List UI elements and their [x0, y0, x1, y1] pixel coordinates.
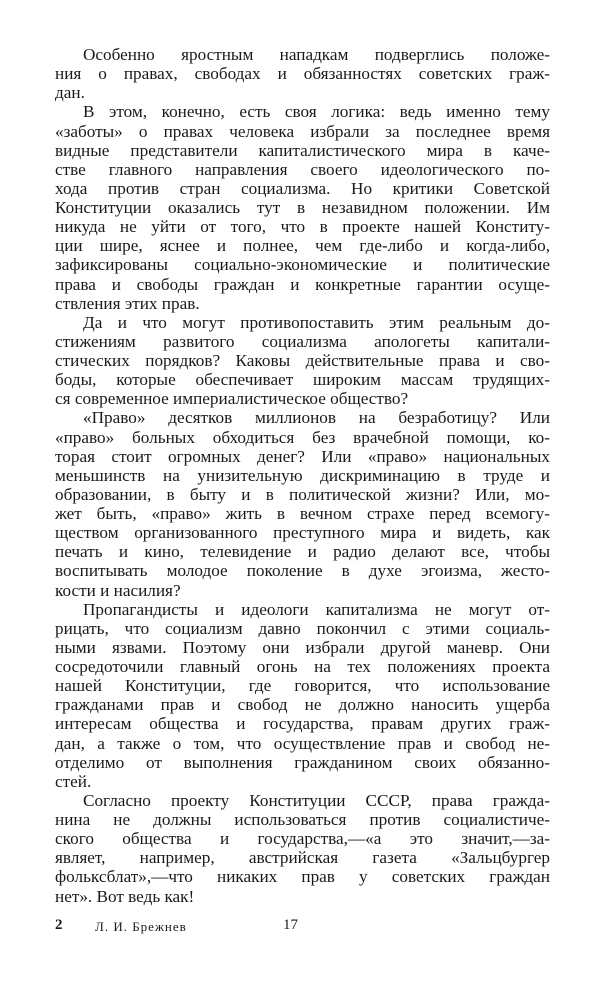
paragraph	[55, 408, 550, 599]
signature-mark: 2	[55, 917, 63, 933]
text-line: дан, а также о том, что осуществление прав и свобод не-	[55, 733, 550, 753]
text-line: отделимо от выполнения гражданином своих обязанно-	[55, 752, 550, 772]
text-line: стве главного направления своего идеологического по-	[55, 159, 550, 179]
text-line: дан.	[55, 83, 85, 103]
paragraph	[55, 45, 550, 102]
text-line: являет, например, австрийская газета «Зальцбургер	[55, 848, 550, 868]
text-line: жет быть, «право» жить в вечном страхе перед всемогу-	[55, 504, 550, 523]
text-line: ского общества и государства,—«а это значит,—за-	[55, 829, 550, 849]
text-line: печать и кино, телевидение и радио делают все, чтобы	[55, 542, 550, 562]
text-line: ществом организованного преступного мира и видеть, как	[55, 523, 550, 543]
text-line: гражданами прав и свобод не должно наносить ущерба	[55, 695, 550, 715]
text-line: никуда не уйти от того, что в проекте нашей Конститу-	[55, 217, 550, 237]
text-line: воспитывать молодое поколение в духе эгоизма, жесто-	[55, 561, 550, 581]
text-line: Конституции оказались тут в незавидном положении. Им	[55, 198, 550, 217]
text-line: меньшинств на унизительную дискриминацию в труде и	[55, 465, 550, 485]
text-line: ными язвами. Поэтому они избрали другой маневр. Они	[55, 637, 550, 657]
text-line: фольксблат»,—что никаких прав у советских граждан	[55, 867, 550, 887]
text-line: видные представители капиталистического мира в каче-	[55, 140, 550, 160]
text-line: «Право» десятков миллионов на безработицу? Или	[83, 408, 550, 428]
text-line: сосредоточили главный огонь на тех положениях проекта	[55, 657, 550, 676]
paragraph	[55, 791, 550, 906]
text-line: «заботы» о правах человека избрали за последнее время	[55, 121, 550, 141]
text-line: ния о правах, свободах и обязанностях советских граж-	[55, 64, 550, 84]
text-line: нет». Вот ведь как!	[55, 886, 195, 906]
text-line: рицать, что социализм давно покончил с этими социаль-	[55, 618, 550, 638]
text-line: ствления этих прав.	[55, 293, 200, 313]
text-line: хода против стран социализма. Но критики Советской	[55, 178, 550, 198]
text-line: права и свободы граждан и конкретные гарантии осуще-	[55, 274, 550, 294]
running-author: Л. И. Брежнев	[95, 919, 187, 934]
text-line: Особенно яростным нападкам подверглись положе-	[83, 45, 550, 64]
text-line: нашей Конституции, где говорится, что использование	[55, 676, 550, 696]
page-footer	[55, 917, 550, 937]
text-line: Да и что могут противопоставить этим реальным до-	[83, 312, 550, 332]
page-number: 17	[283, 917, 298, 933]
text-line: нина не должны использоваться против социалистиче-	[55, 810, 550, 829]
text-line: образовании, в быту и в политической жизни? Или, мо-	[55, 484, 550, 504]
text-line: торая стоит огромных денег? Или «право» национальных	[55, 446, 550, 466]
text-line: стижениям развитого социализма апологеты капитали-	[55, 331, 550, 351]
text-line: ции шире, яснее и полнее, чем где-либо и когда-либо,	[55, 236, 550, 256]
text-line: боды, которые обеспечивает широким массам трудящих-	[55, 370, 550, 390]
text-line: Пропагандисты и идеологи капитализма не могут от-	[83, 599, 550, 619]
paragraph	[55, 102, 550, 312]
text-line: Согласно проекту Конституции СССР, права гражда-	[83, 790, 550, 810]
text-line: кости и насилия?	[55, 580, 181, 600]
text-line: стей.	[55, 771, 92, 791]
body-text	[55, 45, 550, 906]
text-line: В этом, конечно, есть своя логика: ведь именно тему	[83, 102, 550, 122]
text-line: «право» больных обходиться без врачебной помощи, ко-	[55, 427, 550, 447]
text-line: ся современное империалистическое общество?	[55, 389, 409, 409]
paragraph	[55, 313, 550, 409]
text-line: стических порядков? Каковы действительные права и сво-	[55, 351, 550, 370]
text-line: интересам общества и государства, правам других граж-	[55, 714, 550, 734]
paragraph	[55, 600, 550, 791]
text-line: зафиксированы социально-экономические и политические	[55, 255, 550, 275]
